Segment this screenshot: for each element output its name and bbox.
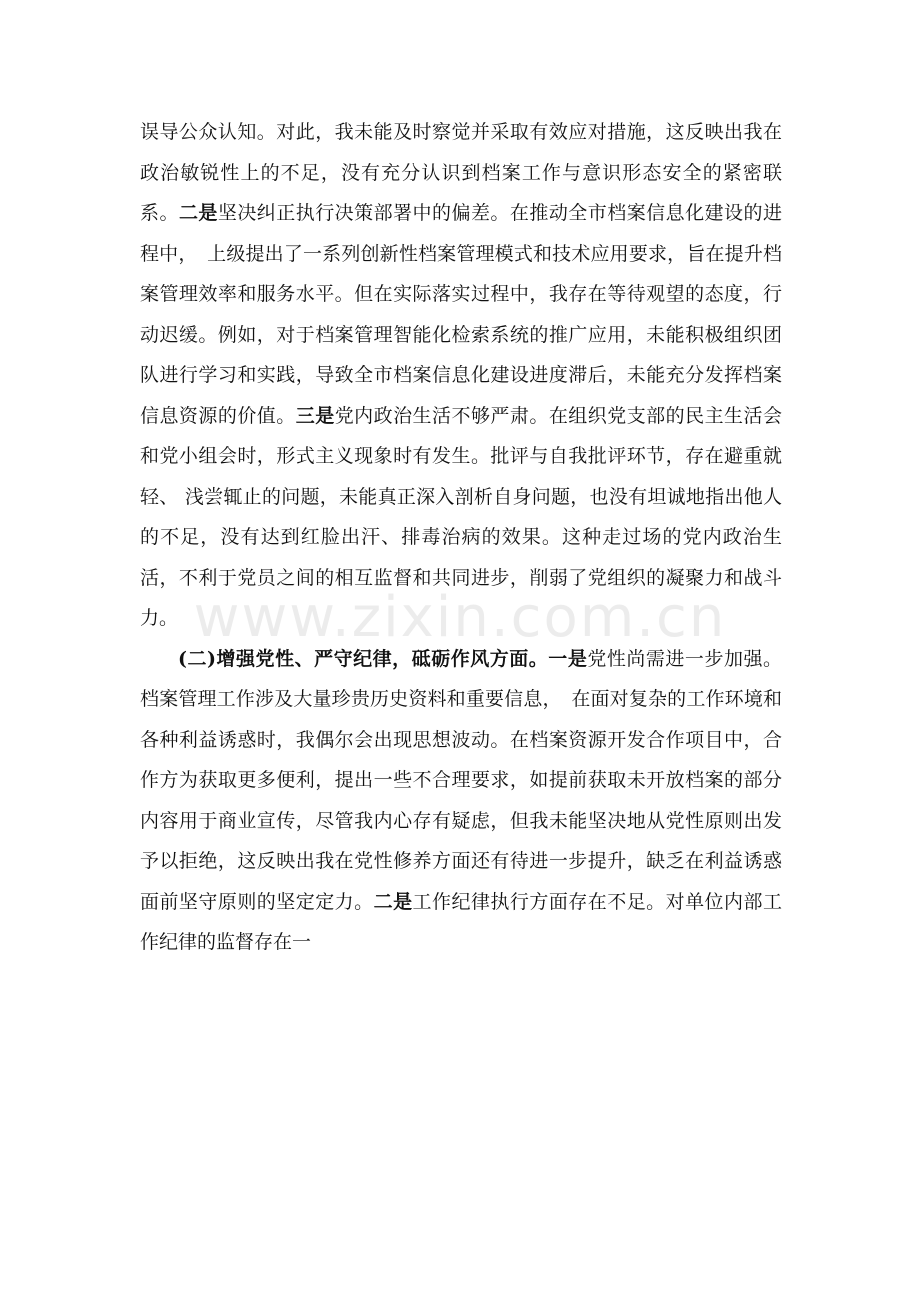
- section-heading: (二)增强党性、严守纪律，砥砺作风方面。一是: [178, 647, 588, 670]
- paragraph-2: [140, 639, 782, 963]
- text-segment: 党性尚需进一步加强。档案管理工作涉及大量珍贵历史资料和重要信息， 在面对复杂的工作环境和各种利益诱惑时，我偶尔会出现思想波动。在档案资源开发合作项目中，合作方为获取更多便利，提出一些不合理要求，如提前获取未开放档案的部分内容用于商业宣传，尽管我内心存有疑虑，但我未能坚决地从党性原则出发予以拒绝，这反映出我在党性修养方面还有待进一步提升，缺乏在利益诱惑面前坚守原则的坚定定力。: [140, 647, 782, 913]
- bold-marker-san-shi: 三是: [295, 404, 335, 427]
- bold-marker-er-shi: 二是: [178, 202, 218, 224]
- text-segment: 工作纪律执行方面存在不足。对单位内部工作纪律的监督存在一: [140, 890, 782, 953]
- text-segment: 党内政治生活不够严肃。在组织党支部的民主生活会和党小组会时，形式主义现象时有发生。批评与自我批评环节，存在避重就轻、 浅尝辄止的问题，未能真正深入剖析自身问题，也没有坦诚地指出他人的不足，没有达到红脸出汗、排毒治病的效果。这种走过场的党内政治生活，不利于党员之间的相互监督和共同进步，削弱了党组织的凝聚力和战斗力。: [140, 404, 782, 629]
- paragraph-1: [140, 112, 782, 639]
- watermark: www.zixin.com.cn: [193, 585, 727, 650]
- text-segment: 坚决纠正执行决策部署中的偏差。在推动全市档案信息化建设的进程中， 上级提出了一系列创新性档案管理模式和技术应用要求，旨在提升档案管理效率和服务水平。但在实际落实过程中，我存在等待观望的态度，行动迟缓。例如，对于档案管理智能化检索系统的推广应用，未能积极组织团队进行学习和实践，导致全市档案信息化建设进度滞后，未能充分发挥档案信息资源的价值。: [140, 202, 782, 427]
- bold-marker-er-shi: 二是: [373, 890, 413, 913]
- document-body: [140, 112, 782, 963]
- text-segment: 误导公众认知。对此，我未能及时察觉并采取有效应对措施，这反映出我在政治敏锐性上的不足，没有充分认识到档案工作与意识形态安全的紧密联系。: [140, 121, 782, 224]
